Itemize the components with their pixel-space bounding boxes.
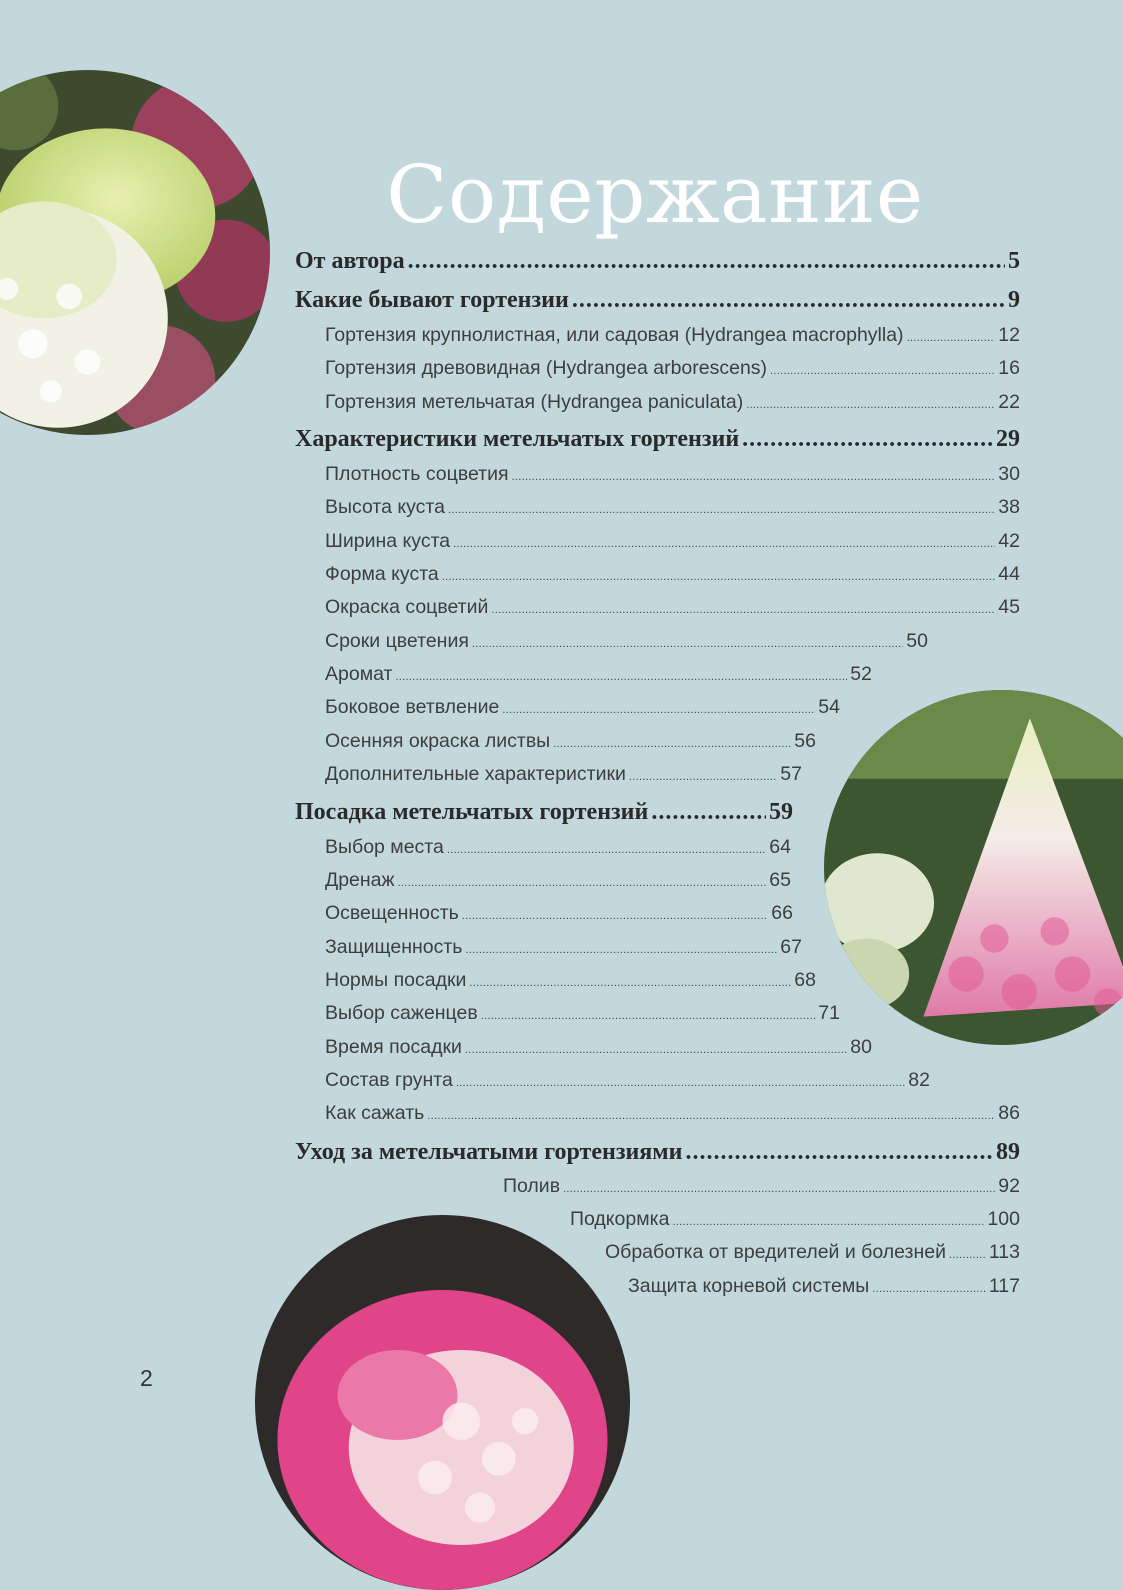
toc-entry-page: 22	[998, 391, 1020, 413]
toc-section[interactable]	[628, 1275, 1020, 1298]
toc-leader-dots	[672, 1216, 984, 1228]
toc-leader-dots	[472, 638, 903, 650]
toc-entry-page: 52	[850, 663, 872, 685]
toc-section[interactable]	[503, 1175, 1020, 1198]
toc-section[interactable]	[325, 630, 928, 653]
toc-entry-label: Полив	[503, 1175, 561, 1197]
toc-leader-dots	[465, 1044, 847, 1056]
toc-leader-dots	[469, 977, 791, 989]
toc-leader-dots	[872, 1283, 986, 1295]
toc-entry-label: Боковое ветвление	[325, 696, 500, 718]
toc-entry-label: Форма куста	[325, 563, 439, 585]
toc-entry-page: 71	[818, 1002, 840, 1024]
toc-section[interactable]	[325, 836, 791, 859]
toc-section[interactable]	[570, 1208, 1020, 1231]
toc-entry-page: 56	[794, 730, 816, 752]
toc-leader-dots	[481, 1010, 816, 1022]
toc-entry-label: Освещенность	[325, 902, 459, 924]
toc-entry-label: Защита корневой системы	[628, 1275, 870, 1297]
toc-entry-page: 68	[794, 969, 816, 991]
toc-entry-label: Плотность соцветия	[325, 463, 509, 485]
toc-entry-page: 16	[998, 357, 1020, 379]
hydrangea-photo-white	[0, 70, 270, 435]
toc-entry-page: 59	[769, 799, 793, 825]
toc-entry-label: Дренаж	[325, 869, 395, 891]
toc-entry-label: Защищенность	[325, 936, 463, 958]
toc-entry-label: Гортензия метельчатая (Hydrangea paniculata)	[325, 391, 744, 413]
toc-section[interactable]	[325, 1102, 1020, 1125]
toc-entry-page: 86	[998, 1102, 1020, 1124]
toc-leader-dots	[465, 944, 777, 956]
toc-section[interactable]	[325, 869, 791, 892]
toc-leader-dots	[685, 1139, 993, 1166]
toc-entry-page: 54	[818, 696, 840, 718]
toc-entry-page: 42	[998, 530, 1020, 552]
toc-entry-label: Уход за метельчатыми гортензиями	[295, 1139, 683, 1165]
hydrangea-photo-pink-ball	[255, 1215, 630, 1590]
toc-section[interactable]	[325, 936, 802, 959]
toc-section[interactable]	[325, 596, 1020, 619]
toc-entry-page: 100	[987, 1208, 1020, 1230]
toc-entry-page: 92	[998, 1175, 1020, 1197]
toc-section[interactable]	[325, 1069, 930, 1092]
toc-entry-page: 66	[771, 902, 793, 924]
toc-section[interactable]	[325, 357, 1020, 380]
toc-leader-dots	[742, 426, 993, 453]
toc-entry-label: Посадка метельчатых гортензий	[295, 799, 649, 825]
toc-entry-page: 29	[996, 426, 1020, 452]
toc-entry-label: Гортензия крупнолистная, или садовая (Hydrangea macrophylla)	[325, 324, 904, 346]
toc-leader-dots	[447, 844, 766, 856]
toc-leader-dots	[398, 877, 767, 889]
toc-leader-dots	[563, 1183, 995, 1195]
toc-leader-dots	[502, 704, 815, 716]
toc-entry-page: 12	[998, 324, 1020, 346]
toc-leader-dots	[553, 738, 791, 750]
toc-section[interactable]	[325, 763, 802, 786]
toc-chapter[interactable]	[295, 248, 1020, 275]
toc-entry-label: Окраска соцветий	[325, 596, 489, 618]
toc-leader-dots	[651, 799, 766, 826]
toc-chapter[interactable]	[295, 799, 793, 826]
toc-entry-page: 30	[998, 463, 1020, 485]
toc-leader-dots	[572, 287, 1005, 314]
toc-entry-label: Обработка от вредителей и болезней	[605, 1241, 947, 1263]
toc-chapter[interactable]	[295, 287, 1020, 314]
toc-section[interactable]	[325, 902, 793, 925]
toc-entry-label: Ширина куста	[325, 530, 451, 552]
toc-leader-dots	[629, 771, 777, 783]
toc-entry-page: 57	[780, 763, 802, 785]
toc-leader-dots	[448, 504, 995, 516]
toc-section[interactable]	[325, 1036, 872, 1059]
toc-entry-label: Какие бывают гортензии	[295, 287, 569, 313]
toc-entry-page: 65	[769, 869, 791, 891]
toc-entry-label: Характеристики метельчатых гортензий	[295, 426, 740, 452]
toc-section[interactable]	[325, 696, 840, 719]
toc-leader-dots	[907, 332, 996, 344]
toc-leader-dots	[512, 471, 996, 483]
toc-entry-label: Дополнительные характеристики	[325, 763, 626, 785]
toc-section[interactable]	[325, 324, 1020, 347]
toc-section[interactable]	[325, 463, 1020, 486]
toc-leader-dots	[456, 1077, 905, 1089]
toc-leader-dots	[442, 571, 996, 583]
toc-entry-label: Гортензия древовидная (Hydrangea arborescens)	[325, 357, 768, 379]
toc-entry-label: Нормы посадки	[325, 969, 467, 991]
toc-leader-dots	[746, 399, 995, 411]
toc-section[interactable]	[325, 1002, 840, 1025]
toc-entry-page: 45	[998, 596, 1020, 618]
toc-entry-label: Сроки цветения	[325, 630, 469, 652]
toc-entry-label: Высота куста	[325, 496, 445, 518]
toc-leader-dots	[408, 248, 1005, 275]
toc-entry-page: 67	[780, 936, 802, 958]
toc-leader-dots	[949, 1249, 986, 1261]
toc-leader-dots	[427, 1110, 995, 1122]
toc-section[interactable]	[325, 563, 1020, 586]
toc-entry-page: 89	[996, 1139, 1020, 1165]
toc-entry-page: 80	[850, 1036, 872, 1058]
toc-section[interactable]	[325, 496, 1020, 519]
toc-leader-dots	[462, 910, 769, 922]
toc-entry-page: 82	[908, 1069, 930, 1091]
toc-entry-page: 50	[906, 630, 928, 652]
toc-entry-page: 5	[1008, 248, 1020, 274]
toc-section[interactable]	[605, 1241, 1020, 1264]
toc-entry-label: Как сажать	[325, 1102, 425, 1124]
toc-chapter[interactable]	[295, 426, 1020, 453]
toc-entry-label: Время посадки	[325, 1036, 462, 1058]
toc-entry-page: 44	[998, 563, 1020, 585]
toc-entry-label: Выбор места	[325, 836, 444, 858]
toc-entry-page: 38	[998, 496, 1020, 518]
toc-entry-label: Выбор саженцев	[325, 1002, 478, 1024]
toc-entry-label: Состав грунта	[325, 1069, 453, 1091]
toc-chapter[interactable]	[295, 1139, 1020, 1166]
page-title: Содержание	[386, 148, 924, 241]
toc-entry-label: Подкормка	[570, 1208, 670, 1230]
toc-entry-page: 113	[988, 1241, 1020, 1263]
toc-entry-label: Осенняя окраска листвы	[325, 730, 551, 752]
toc-entry-label: Аромат	[325, 663, 393, 685]
toc-leader-dots	[395, 671, 847, 683]
toc-section[interactable]	[325, 969, 816, 992]
toc-leader-dots	[453, 538, 995, 550]
page-number: 2	[140, 1365, 153, 1391]
toc-leader-dots	[491, 604, 995, 616]
toc-section[interactable]	[325, 730, 816, 753]
toc-entry-page: 64	[769, 836, 791, 858]
toc-section[interactable]	[325, 663, 872, 686]
toc-leader-dots	[770, 365, 995, 377]
toc-entry-label: От автора	[295, 248, 405, 274]
toc-section[interactable]	[325, 530, 1020, 553]
toc-section[interactable]	[325, 391, 1020, 414]
hydrangea-photo-pink-cone	[824, 690, 1123, 1045]
toc-entry-page: 117	[988, 1275, 1020, 1297]
toc-entry-page: 9	[1008, 287, 1020, 313]
